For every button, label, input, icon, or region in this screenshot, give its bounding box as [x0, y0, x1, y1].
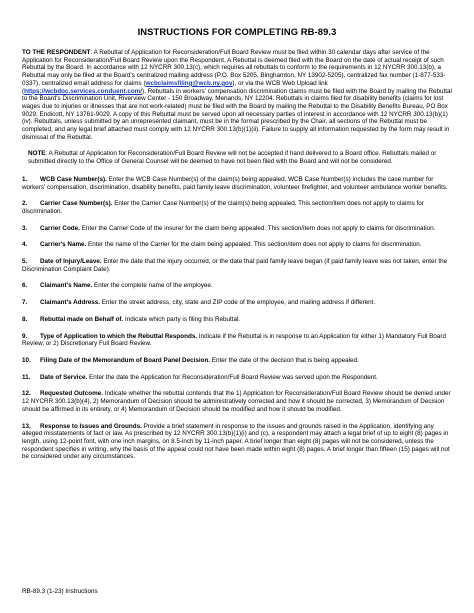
instruction-item-text: Indicate which party is filing this Rebuttal.: [123, 315, 241, 323]
instruction-item: [22, 176, 452, 191]
instruction-item: [22, 200, 452, 215]
instruction-item-text: Enter the date of the decision that is being appealed.: [210, 356, 359, 364]
instruction-item-title: WCB Case Number(s).: [40, 175, 107, 183]
instruction-item-number: 6.: [22, 282, 28, 290]
instruction-item-title: Type of Application to which the Rebuttal Responds.: [40, 332, 198, 340]
intro-text-3: ). Rebuttals in workers' compensation discrimination claims must be filed with the Board by mailing the Rebuttal to the Board's Discrimination Unit, Riverview Center - 150 Broadway, Menands, NY 12204. Rebuttals in claims filed for disability benefits (claims for lost wages due to injuries or illnesses that are not work-related) must be filed with the Board by mailing the Rebuttal to the Disability Benefits Bureau, PO Box 9029, Endicott, NY 13761-9029. A copy of this Rebuttal must be served upon all necessary parties of interest in accordance with 12 NYCRR 300.13(b)(1)(iv). Rebuttals, unless submitted by an unrepresented claimant, must be in the format prescribed by the Chair, all sections of the Rebuttal must be completed, and any legal brief attached must comply with 12 NYCRR 300.13(b)(1)(ii). Failure to supply all information requested by the form may result in dismissal of the Rebuttal.: [22, 87, 452, 141]
instruction-item-text: Enter the name of the Carrier for the claim being appealed. This section/item does not apply to claims for discrimination.: [86, 241, 422, 249]
page-title: INSTRUCTIONS FOR COMPLETING RB-89.3: [137, 26, 337, 37]
intro-lead: TO THE RESPONDENT: [22, 49, 91, 56]
instruction-item: [22, 333, 452, 348]
instruction-item-text: Enter the street address, city, state and ZIP code of the employee, and mailing address if different.: [100, 299, 376, 307]
instruction-item-number: 9.: [22, 332, 28, 340]
instruction-item: [22, 241, 452, 249]
note-paragraph: [28, 150, 446, 165]
instruction-item: [22, 299, 452, 307]
instruction-item-number: 11.: [22, 373, 31, 381]
instruction-item-heading: [22, 241, 86, 248]
claims-email-link[interactable]: wcbclaimsfiling@wcb.ny.gov: [145, 79, 233, 87]
intro-text-2: ), or via the WCB Web Upload link (: [22, 79, 328, 95]
form-footer: RB-89.3 (1-23) Instructions: [22, 588, 98, 595]
note-text: : A Rebuttal of Application for Reconsideration/Full Board Review will not be accepted if hand delivered to a Board office. Rebuttals mailed or submitted directly to the Office of General Counsel will be deemed to have not been filed with the Board and will not be considered.: [28, 150, 437, 166]
instruction-item-title: Date of Service.: [40, 373, 88, 381]
instruction-item-heading: [22, 225, 80, 232]
instruction-item-number: 10.: [22, 356, 31, 364]
instruction-item-heading: [22, 299, 100, 306]
instruction-item-heading: [22, 423, 142, 430]
instruction-item-heading: [22, 316, 123, 323]
instruction-item-title: Carrier Case Number(s).: [40, 200, 113, 208]
instruction-item-number: 12.: [22, 390, 31, 398]
instruction-item: [22, 316, 452, 324]
instruction-item-text: Enter the complete name of the employee.: [92, 282, 213, 290]
instruction-items: [22, 176, 452, 461]
instruction-item-text: Enter the date that the injury occurred, or the date that paid family leave began (if paid family leave was not taken, enter the Discrimination Complaint Date).: [22, 258, 448, 273]
instruction-item-heading: [22, 282, 92, 289]
instruction-item: [22, 390, 452, 413]
instruction-item: [22, 423, 452, 462]
instruction-item-text: Enter the Carrier Case Number(s) of the claim(s) being appealed. This section/item does not apply to claims for discrimination.: [22, 200, 424, 215]
instruction-item-text: Enter the date the Application for Reconsideration/Full Board Review was served upon the Respondent.: [87, 373, 378, 381]
instruction-item: [22, 374, 452, 382]
instruction-item-text: Indicate if the Rebuttal is in response to an Application for either 1) Mandatory Full Board Review, or 2) Discretionary Full Board Review.: [22, 332, 446, 348]
instruction-item-number: 4.: [22, 241, 28, 249]
instruction-item-title: Date of Injury/Leave.: [40, 258, 102, 266]
note-lead: NOTE: [28, 150, 46, 158]
intro-text-1: : A Rebuttal of Application for Reconsideration/Full Board Review must be filed within 30 calendar days after service of the Application for Reconsideration/Full Board Review upon the Respondent. A Rebuttal is deemed filed with the Board on the date of actual receipt of such Rebuttal by the Board. In accordance with 12 NYCRR 300.13(c), which requires all rebuttals to conform to the requirements in 12 NYCRR 300.13(b), a Rebuttal may only be filed at the Board's centralized mailing address (P.O. Box 5205, Binghamton, NY 13902-5205), centralized fax number (1-877-533-0337), centralized email address for claims (: [22, 49, 446, 87]
instruction-item-title: Requested Outcome.: [40, 390, 103, 398]
instruction-item-title: Claimant's Name.: [40, 282, 93, 290]
instruction-item-number: 1.: [22, 175, 28, 183]
instruction-item-heading: [22, 333, 197, 340]
instructions-page: [22, 26, 452, 470]
instruction-item-title: Claimant's Address.: [40, 299, 101, 307]
instruction-item: [22, 225, 452, 233]
instruction-item-heading: [22, 258, 102, 265]
web-upload-link[interactable]: https://wcbdoc.services.conduent.com/: [24, 87, 143, 95]
instruction-item-number: 3.: [22, 224, 28, 232]
instruction-item-text: Enter the WCB Case Number(s) of the claim(s) being appealed. WCB Case Number(s) includes the case number for workers' compensation, discrimination, disability benefits, paid family leave discrimination, volunteer firefighter, and volunteer ambulance worker benefits.: [22, 175, 448, 191]
instruction-item-title: Carrier's Name.: [40, 241, 87, 249]
instruction-item-heading: [22, 176, 107, 183]
respondent-intro: [22, 49, 452, 141]
instruction-item-number: 5.: [22, 258, 28, 266]
instruction-item-title: Rebuttal made on Behalf of.: [40, 315, 124, 323]
instruction-item-number: 2.: [22, 200, 28, 208]
instruction-item-heading: [22, 200, 112, 207]
instruction-item-title: Response to Issues and Grounds.: [40, 422, 142, 430]
instruction-item: [22, 357, 452, 365]
instruction-item: [22, 258, 452, 273]
instruction-item-heading: [22, 390, 103, 397]
instruction-item-number: 7.: [22, 299, 28, 307]
instruction-item-number: 8.: [22, 315, 28, 323]
instruction-item-text: Provide a brief statement in response to the issues and grounds raised in the Application, identifying any alleged misstatements of fact or law. As prescribed by 12 NYCRR 300.13(b)(1)(i) and (c), a respondent may attach a legal brief of up to eight (8) pages in length, using 12-point font, with one inch margins, on 8.5-inch by 11-inch paper. A brief longer than eight (8) pages will not be considered, unless the respondent specifies in writing, why the basis of the appeal could not have been made within eight (8) pages. A brief longer than fifteen (15) pages will not be considered under any circumstances.: [22, 422, 450, 461]
instruction-item-title: Filing Date of the Memorandum of Board Panel Decision.: [40, 356, 211, 364]
instruction-item-heading: [22, 374, 87, 381]
instruction-item-text: Indicate whether the rebuttal contends that the 1) Application for Reconsideration/Full Board Review should be denied under 12 NYCRR 300.13(b)(4), 2) Memorandum of Decision should be administratively corrected and how it should be corrected, 3) Memorandum of Decision should be affirmed in its entirety, or 4) Memorandum of Decision should be modified and how it should be modified.: [22, 390, 451, 413]
instruction-item: [22, 282, 452, 290]
instruction-item-heading: [22, 357, 210, 364]
instruction-item-text: Enter the Carrier Code of the insurer for the claim being appealed. This section/item does not apply to claims for discrimination.: [79, 224, 436, 232]
instruction-item-number: 13.: [22, 422, 31, 430]
instruction-item-title: Carrier Code.: [40, 224, 80, 232]
